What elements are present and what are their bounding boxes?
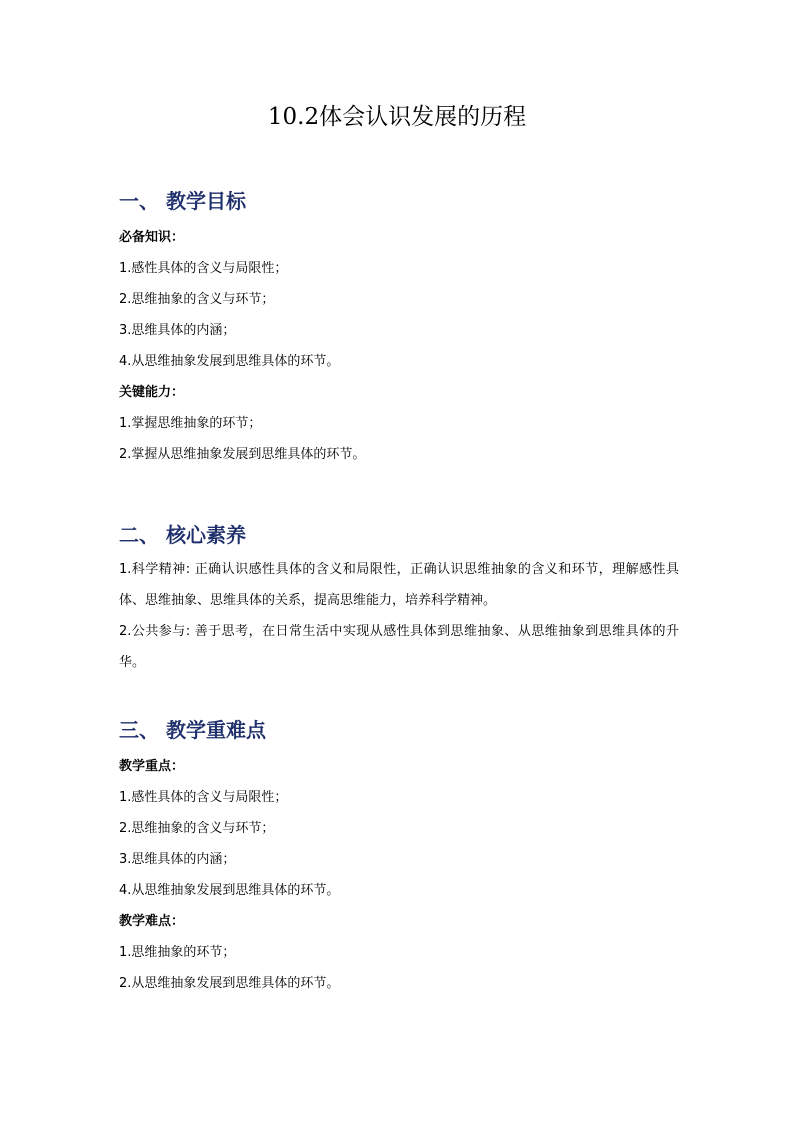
subheading-key-abilities: 关键能力：	[119, 385, 185, 400]
section-heading-core-literacy: 二、 核心素养	[119, 523, 246, 547]
list-item: 2.掌握从思维抽象发展到思维具体的环节。	[119, 447, 366, 462]
list-item: 3.思维具体的内涵；	[119, 323, 236, 338]
list-item: 4.从思维抽象发展到思维具体的环节。	[119, 354, 340, 369]
list-item: 2.思维抽象的含义与环节；	[119, 821, 275, 836]
list-item: 1.思维抽象的环节；	[119, 945, 236, 960]
list-item: 3.思维具体的内涵；	[119, 852, 236, 867]
section-heading-key-difficult-points: 三、 教学重难点	[119, 718, 266, 742]
list-item: 1.感性具体的含义与局限性；	[119, 790, 288, 805]
subheading-teaching-difficulty: 教学难点：	[119, 914, 185, 929]
section-heading-teaching-goals: 一、 教学目标	[119, 189, 246, 213]
list-item: 4.从思维抽象发展到思维具体的环节。	[119, 883, 340, 898]
list-item: 1.感性具体的含义与局限性；	[119, 261, 288, 276]
paragraph-public-participation: 2.公共参与: 善于思考，在日常生活中实现从感性具体到思维抽象、从思维抽象到思维具体的升华。	[119, 624, 679, 670]
list-item: 2.从思维抽象发展到思维具体的环节。	[119, 976, 340, 991]
subheading-teaching-focus: 教学重点：	[119, 759, 185, 774]
subheading-essential-knowledge: 必备知识：	[119, 230, 185, 245]
document-title: 10.2体会认识发展的历程	[267, 104, 527, 130]
list-item: 1.掌握思维抽象的环节；	[119, 416, 262, 431]
paragraph-scientific-spirit: 1.科学精神: 正确认识感性具体的含义和局限性，正确认识思维抽象的含义和环节，理解感性具体、思维抽象、思维具体的关系，提高思维能力，培养科学精神。	[119, 562, 679, 608]
list-item: 2.思维抽象的含义与环节；	[119, 292, 275, 307]
